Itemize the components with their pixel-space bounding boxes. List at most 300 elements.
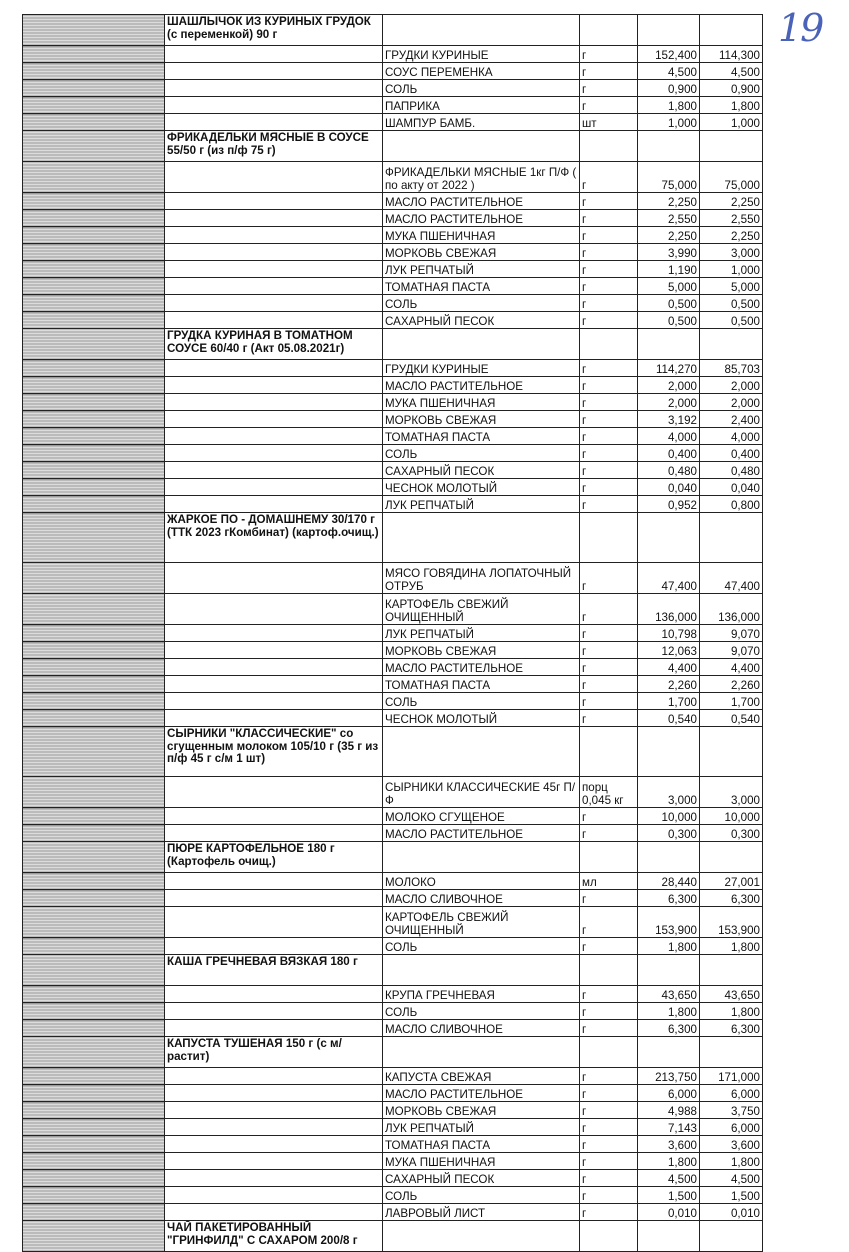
empty-cell — [165, 710, 383, 727]
gross-weight: 2,250 — [638, 193, 700, 210]
hatched-cell — [23, 1102, 165, 1119]
net-weight: 3,000 — [700, 244, 763, 261]
net-weight: 1,800 — [700, 1003, 763, 1020]
ingredient-row — [23, 377, 763, 394]
unit: г — [580, 261, 638, 278]
ingredient-name: ЛУК РЕПЧАТЫЙ — [383, 496, 580, 513]
hatched-cell — [23, 693, 165, 710]
ingredient-row — [23, 890, 763, 907]
empty-cell — [165, 1204, 383, 1221]
ingredient-name: СОЛЬ — [383, 80, 580, 97]
empty-cell — [165, 162, 383, 193]
ingredient-row — [23, 625, 763, 642]
ingredient-row — [23, 295, 763, 312]
section-header-row — [23, 1037, 763, 1068]
ingredient-name: ЧЕСНОК МОЛОТЫЙ — [383, 710, 580, 727]
hatched-cell — [23, 1153, 165, 1170]
ingredient-row — [23, 278, 763, 295]
unit: г — [580, 1136, 638, 1153]
net-weight: 171,000 — [700, 1068, 763, 1085]
empty-cell — [165, 80, 383, 97]
ingredient-row — [23, 1187, 763, 1204]
hatched-cell — [23, 496, 165, 513]
net-weight: 1,800 — [700, 938, 763, 955]
ingredient-row — [23, 808, 763, 825]
gross-weight: 10,798 — [638, 625, 700, 642]
net-weight: 0,900 — [700, 80, 763, 97]
empty-cell — [165, 907, 383, 938]
hatched-cell — [23, 1136, 165, 1153]
empty-cell — [700, 1037, 763, 1068]
ingredient-row — [23, 244, 763, 261]
empty-cell — [638, 1037, 700, 1068]
hatched-cell — [23, 479, 165, 496]
gross-weight: 6,000 — [638, 1085, 700, 1102]
net-weight: 2,250 — [700, 193, 763, 210]
empty-cell — [165, 394, 383, 411]
hatched-cell — [23, 445, 165, 462]
ingredient-row — [23, 428, 763, 445]
ingredient-name: МОРКОВЬ СВЕЖАЯ — [383, 1102, 580, 1119]
net-weight: 85,703 — [700, 360, 763, 377]
ingredient-name: МОРКОВЬ СВЕЖАЯ — [383, 244, 580, 261]
hatched-cell — [23, 777, 165, 808]
hatched-cell — [23, 227, 165, 244]
ingredient-row — [23, 1153, 763, 1170]
empty-cell — [165, 808, 383, 825]
ingredient-name: МАСЛО РАСТИТЕЛЬНОЕ — [383, 659, 580, 676]
hatched-cell — [23, 162, 165, 193]
empty-cell — [700, 15, 763, 46]
ingredient-name: МОЛОКО СГУЩЕНОЕ — [383, 808, 580, 825]
empty-cell — [165, 496, 383, 513]
net-weight: 0,500 — [700, 295, 763, 312]
empty-cell — [165, 244, 383, 261]
ingredient-name: МАСЛО РАСТИТЕЛЬНОЕ — [383, 210, 580, 227]
empty-cell — [165, 63, 383, 80]
gross-weight: 0,010 — [638, 1204, 700, 1221]
net-weight: 6,000 — [700, 1119, 763, 1136]
empty-cell — [165, 693, 383, 710]
net-weight: 1,800 — [700, 97, 763, 114]
unit: г — [580, 710, 638, 727]
unit: г — [580, 162, 638, 193]
unit: г — [580, 1170, 638, 1187]
hatched-cell — [23, 1221, 165, 1252]
unit: г — [580, 693, 638, 710]
empty-cell — [165, 428, 383, 445]
hatched-cell — [23, 114, 165, 131]
ingredient-row — [23, 873, 763, 890]
hatched-cell — [23, 261, 165, 278]
ingredient-name: МАСЛО РАСТИТЕЛЬНОЕ — [383, 825, 580, 842]
gross-weight: 1,500 — [638, 1187, 700, 1204]
net-weight: 43,650 — [700, 986, 763, 1003]
gross-weight: 136,000 — [638, 594, 700, 625]
empty-cell — [165, 46, 383, 63]
empty-cell — [383, 329, 580, 360]
empty-cell — [165, 1085, 383, 1102]
section-header-row — [23, 955, 763, 986]
empty-cell — [580, 955, 638, 986]
ingredient-row — [23, 710, 763, 727]
hatched-cell — [23, 1068, 165, 1085]
net-weight: 153,900 — [700, 907, 763, 938]
section-header-row — [23, 15, 763, 46]
ingredient-row — [23, 496, 763, 513]
ingredient-name: МЯСО ГОВЯДИНА ЛОПАТОЧНЫЙ ОТРУБ — [383, 563, 580, 594]
net-weight: 0,540 — [700, 710, 763, 727]
ingredient-row — [23, 1136, 763, 1153]
ingredient-name: ТОМАТНАЯ ПАСТА — [383, 676, 580, 693]
net-weight: 1,000 — [700, 261, 763, 278]
gross-weight: 7,143 — [638, 1119, 700, 1136]
ingredient-name: САХАРНЫЙ ПЕСОК — [383, 312, 580, 329]
unit: г — [580, 244, 638, 261]
empty-cell — [165, 563, 383, 594]
ingredient-name: МОРКОВЬ СВЕЖАЯ — [383, 411, 580, 428]
ingredient-name: ЛУК РЕПЧАТЫЙ — [383, 625, 580, 642]
hatched-cell — [23, 46, 165, 63]
empty-cell — [165, 411, 383, 428]
empty-cell — [165, 1020, 383, 1037]
ingredient-row — [23, 261, 763, 278]
section-header-row — [23, 329, 763, 360]
ingredient-name: САХАРНЫЙ ПЕСОК — [383, 1170, 580, 1187]
hatched-cell — [23, 244, 165, 261]
net-weight: 2,400 — [700, 411, 763, 428]
ingredient-name: СОУС ПЕРЕМЕНКА — [383, 63, 580, 80]
empty-cell — [165, 261, 383, 278]
ingredient-row — [23, 1003, 763, 1020]
section-header-row — [23, 727, 763, 777]
ingredient-row — [23, 210, 763, 227]
ingredient-row — [23, 1102, 763, 1119]
empty-cell — [638, 842, 700, 873]
unit: г — [580, 428, 638, 445]
gross-weight: 1,800 — [638, 938, 700, 955]
gross-weight: 3,192 — [638, 411, 700, 428]
net-weight: 4,000 — [700, 428, 763, 445]
hatched-cell — [23, 97, 165, 114]
empty-cell — [638, 955, 700, 986]
hatched-cell — [23, 193, 165, 210]
unit: г — [580, 563, 638, 594]
ingredient-row — [23, 594, 763, 625]
gross-weight: 5,000 — [638, 278, 700, 295]
hatched-cell — [23, 955, 165, 986]
hatched-cell — [23, 513, 165, 563]
ingredient-row — [23, 659, 763, 676]
ingredient-row — [23, 563, 763, 594]
unit: г — [580, 63, 638, 80]
ingredient-name: СОЛЬ — [383, 445, 580, 462]
section-title: ЖАРКОЕ ПО - ДОМАШНЕМУ 30/170 г (ТТК 2023 гКомбинат) (картоф.очищ.) — [165, 513, 383, 563]
net-weight: 6,000 — [700, 1085, 763, 1102]
ingredient-row — [23, 360, 763, 377]
empty-cell — [165, 210, 383, 227]
empty-cell — [700, 513, 763, 563]
ingredient-row — [23, 80, 763, 97]
ingredient-name: САХАРНЫЙ ПЕСОК — [383, 462, 580, 479]
net-weight: 27,001 — [700, 873, 763, 890]
ingredient-row — [23, 1085, 763, 1102]
net-weight: 1,500 — [700, 1187, 763, 1204]
hatched-cell — [23, 727, 165, 777]
section-title: СЫРНИКИ "КЛАССИЧЕСКИЕ" со сгущенным молоком 105/10 г (35 г из п/ф 45 г с/м 1 шт) — [165, 727, 383, 777]
gross-weight: 43,650 — [638, 986, 700, 1003]
gross-weight: 2,260 — [638, 676, 700, 693]
ingredient-row — [23, 63, 763, 80]
gross-weight: 153,900 — [638, 907, 700, 938]
hatched-cell — [23, 825, 165, 842]
empty-cell — [165, 377, 383, 394]
hatched-cell — [23, 642, 165, 659]
net-weight: 2,000 — [700, 394, 763, 411]
ingredient-name: МАСЛО СЛИВОЧНОЕ — [383, 1020, 580, 1037]
empty-cell — [165, 890, 383, 907]
empty-cell — [165, 676, 383, 693]
gross-weight: 2,000 — [638, 394, 700, 411]
ingredient-name: СОЛЬ — [383, 1187, 580, 1204]
empty-cell — [165, 295, 383, 312]
gross-weight: 4,988 — [638, 1102, 700, 1119]
ingredient-name: ГРУДКИ КУРИНЫЕ — [383, 46, 580, 63]
gross-weight: 0,400 — [638, 445, 700, 462]
unit: г — [580, 1204, 638, 1221]
gross-weight: 3,990 — [638, 244, 700, 261]
unit: г — [580, 97, 638, 114]
empty-cell — [383, 842, 580, 873]
gross-weight: 2,000 — [638, 377, 700, 394]
unit: г — [580, 808, 638, 825]
ingredient-name: ШАМПУР БАМБ. — [383, 114, 580, 131]
empty-cell — [638, 1221, 700, 1252]
net-weight: 4,500 — [700, 1170, 763, 1187]
empty-cell — [700, 842, 763, 873]
empty-cell — [700, 329, 763, 360]
empty-cell — [383, 727, 580, 777]
unit: г — [580, 1119, 638, 1136]
empty-cell — [638, 131, 700, 162]
net-weight: 0,800 — [700, 496, 763, 513]
unit: г — [580, 825, 638, 842]
net-weight: 0,010 — [700, 1204, 763, 1221]
ingredient-row — [23, 479, 763, 496]
section-header-row — [23, 1221, 763, 1252]
ingredient-name: ТОМАТНАЯ ПАСТА — [383, 1136, 580, 1153]
unit: г — [580, 360, 638, 377]
hatched-cell — [23, 563, 165, 594]
ingredient-row — [23, 1020, 763, 1037]
hatched-cell — [23, 377, 165, 394]
hatched-cell — [23, 1187, 165, 1204]
ingredient-row — [23, 227, 763, 244]
gross-weight: 75,000 — [638, 162, 700, 193]
ingredient-row — [23, 46, 763, 63]
hatched-cell — [23, 210, 165, 227]
unit: шт — [580, 114, 638, 131]
hatched-cell — [23, 1170, 165, 1187]
unit: г — [580, 676, 638, 693]
gross-weight: 0,900 — [638, 80, 700, 97]
unit: г — [580, 295, 638, 312]
unit: г — [580, 496, 638, 513]
gross-weight: 3,600 — [638, 1136, 700, 1153]
empty-cell — [580, 329, 638, 360]
unit: г — [580, 1003, 638, 1020]
empty-cell — [165, 594, 383, 625]
net-weight: 2,260 — [700, 676, 763, 693]
ingredient-name: МОРКОВЬ СВЕЖАЯ — [383, 642, 580, 659]
ingredient-name: МУКА ПШЕНИЧНАЯ — [383, 394, 580, 411]
empty-cell — [165, 642, 383, 659]
empty-cell — [165, 1119, 383, 1136]
ingredient-row — [23, 938, 763, 955]
ingredient-row — [23, 777, 763, 808]
ingredient-row — [23, 1119, 763, 1136]
empty-cell — [165, 97, 383, 114]
empty-cell — [580, 1221, 638, 1252]
gross-weight: 114,270 — [638, 360, 700, 377]
empty-cell — [383, 15, 580, 46]
net-weight: 114,300 — [700, 46, 763, 63]
gross-weight: 4,400 — [638, 659, 700, 676]
net-weight: 1,000 — [700, 114, 763, 131]
gross-weight: 0,500 — [638, 312, 700, 329]
ingredient-name: СОЛЬ — [383, 693, 580, 710]
ingredient-name: ПАПРИКА — [383, 97, 580, 114]
gross-weight: 2,250 — [638, 227, 700, 244]
empty-cell — [165, 777, 383, 808]
net-weight: 3,600 — [700, 1136, 763, 1153]
hatched-cell — [23, 394, 165, 411]
ingredient-row — [23, 907, 763, 938]
unit: порц 0,045 кг — [580, 777, 638, 808]
unit: мл — [580, 873, 638, 890]
unit: г — [580, 411, 638, 428]
gross-weight: 1,800 — [638, 97, 700, 114]
ingredient-row — [23, 162, 763, 193]
hatched-cell — [23, 1020, 165, 1037]
empty-cell — [700, 1221, 763, 1252]
net-weight: 4,500 — [700, 63, 763, 80]
unit: г — [580, 227, 638, 244]
ingredient-name: СОЛЬ — [383, 938, 580, 955]
ingredient-name: СОЛЬ — [383, 295, 580, 312]
empty-cell — [165, 114, 383, 131]
net-weight: 0,500 — [700, 312, 763, 329]
empty-cell — [700, 955, 763, 986]
unit: г — [580, 1187, 638, 1204]
section-header-row — [23, 513, 763, 563]
empty-cell — [165, 445, 383, 462]
net-weight: 2,550 — [700, 210, 763, 227]
empty-cell — [165, 873, 383, 890]
net-weight: 9,070 — [700, 642, 763, 659]
hatched-cell — [23, 986, 165, 1003]
empty-cell — [165, 278, 383, 295]
unit: г — [580, 625, 638, 642]
hatched-cell — [23, 462, 165, 479]
section-header-row — [23, 842, 763, 873]
ingredient-name: КРУПА ГРЕЧНЕВАЯ — [383, 986, 580, 1003]
net-weight: 1,800 — [700, 1153, 763, 1170]
net-weight: 6,300 — [700, 890, 763, 907]
ingredient-name: КАРТОФЕЛЬ СВЕЖИЙ ОЧИЩЕННЫЙ — [383, 907, 580, 938]
empty-cell — [165, 479, 383, 496]
gross-weight: 6,300 — [638, 890, 700, 907]
unit: г — [580, 312, 638, 329]
gross-weight: 1,190 — [638, 261, 700, 278]
empty-cell — [580, 842, 638, 873]
empty-cell — [638, 15, 700, 46]
ingredient-name: МАСЛО СЛИВОЧНОЕ — [383, 890, 580, 907]
unit: г — [580, 445, 638, 462]
hatched-cell — [23, 594, 165, 625]
ingredient-name: МУКА ПШЕНИЧНАЯ — [383, 227, 580, 244]
empty-cell — [165, 360, 383, 377]
gross-weight: 28,440 — [638, 873, 700, 890]
empty-cell — [580, 15, 638, 46]
section-title: ШАШЛЫЧОК ИЗ КУРИНЫХ ГРУДОК (с переменкой) 90 г — [165, 15, 383, 46]
ingredient-name: ЛАВРОВЫЙ ЛИСТ — [383, 1204, 580, 1221]
unit: г — [580, 642, 638, 659]
unit: г — [580, 659, 638, 676]
section-title: КАША ГРЕЧНЕВАЯ ВЯЗКАЯ 180 г — [165, 955, 383, 986]
ingredient-name: ФРИКАДЕЛЬКИ МЯСНЫЕ 1кг П/Ф ( по акту от 2022 ) — [383, 162, 580, 193]
unit: г — [580, 193, 638, 210]
net-weight: 0,400 — [700, 445, 763, 462]
gross-weight: 0,040 — [638, 479, 700, 496]
ingredient-row — [23, 411, 763, 428]
net-weight: 136,000 — [700, 594, 763, 625]
hatched-cell — [23, 808, 165, 825]
ingredient-row — [23, 1170, 763, 1187]
unit: г — [580, 1068, 638, 1085]
ingredient-name: СЫРНИКИ КЛАССИЧЕСКИЕ 45г П/Ф — [383, 777, 580, 808]
ingredient-row — [23, 97, 763, 114]
empty-cell — [165, 1102, 383, 1119]
ingredient-row — [23, 986, 763, 1003]
empty-cell — [638, 727, 700, 777]
gross-weight: 4,000 — [638, 428, 700, 445]
gross-weight: 1,000 — [638, 114, 700, 131]
gross-weight: 0,480 — [638, 462, 700, 479]
section-title: ФРИКАДЕЛЬКИ МЯСНЫЕ В СОУСЕ 55/50 г (из п/ф 75 г) — [165, 131, 383, 162]
empty-cell — [165, 825, 383, 842]
ingredient-name: ЛУК РЕПЧАТЫЙ — [383, 1119, 580, 1136]
empty-cell — [165, 625, 383, 642]
empty-cell — [580, 513, 638, 563]
ingredient-name: МУКА ПШЕНИЧНАЯ — [383, 1153, 580, 1170]
empty-cell — [580, 1037, 638, 1068]
empty-cell — [383, 513, 580, 563]
unit: г — [580, 80, 638, 97]
unit: г — [580, 1153, 638, 1170]
net-weight: 47,400 — [700, 563, 763, 594]
ingredient-row — [23, 445, 763, 462]
ingredient-row — [23, 693, 763, 710]
hatched-cell — [23, 428, 165, 445]
net-weight: 10,000 — [700, 808, 763, 825]
unit: г — [580, 462, 638, 479]
section-title: ЧАЙ ПАКЕТИРОВАННЫЙ "ГРИНФИЛД" С САХАРОМ 200/8 г — [165, 1221, 383, 1252]
empty-cell — [700, 727, 763, 777]
unit: г — [580, 46, 638, 63]
empty-cell — [638, 513, 700, 563]
gross-weight: 0,952 — [638, 496, 700, 513]
